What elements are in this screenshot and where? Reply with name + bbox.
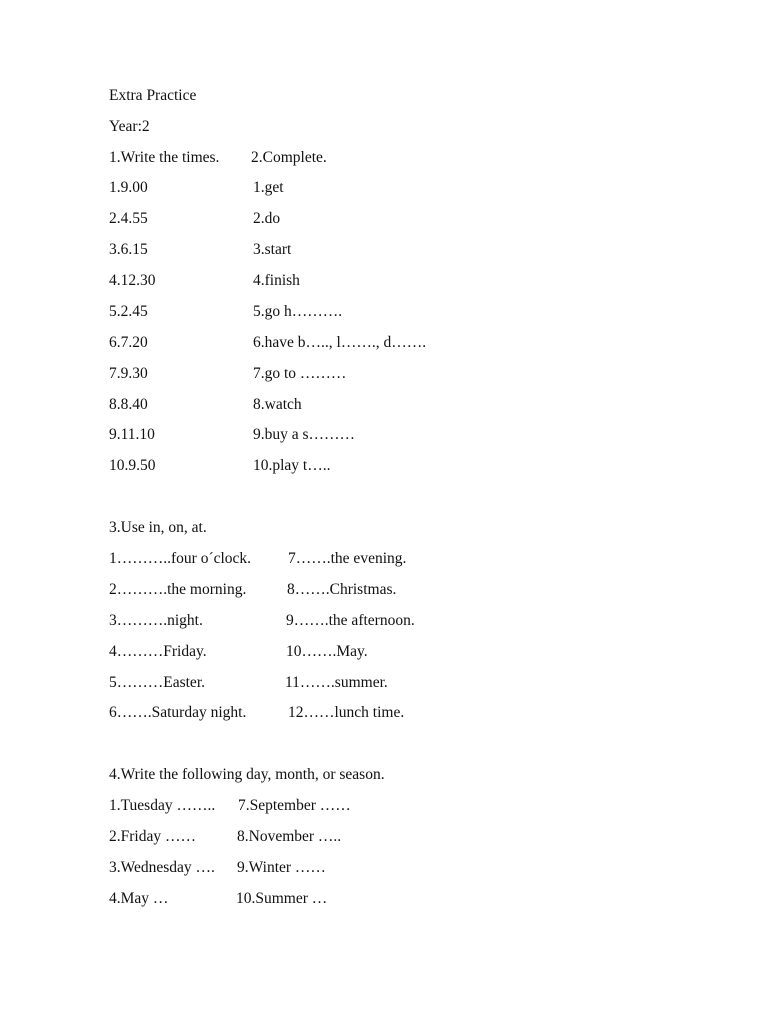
time-item: 9.11.10 [109,426,155,443]
day-month-item: 7.September …… [238,797,351,814]
year-label: Year:2 [109,118,150,135]
time-item: 7.9.30 [109,365,148,382]
section-4-heading: 4.Write the following day, month, or season. [109,766,385,783]
time-item: 6.7.20 [109,334,148,351]
time-item: 2.4.55 [109,210,148,227]
preposition-item: 9…….the afternoon. [286,612,415,629]
preposition-item: 1………..four o´clock. [109,550,252,567]
time-item: 8.8.40 [109,396,148,413]
preposition-item: 12……lunch time. [288,704,405,721]
day-month-item: 9.Winter …… [237,859,326,876]
complete-item: 2.do [253,210,281,227]
complete-item: 5.go h………. [253,303,343,320]
preposition-item: 6…….Saturday night. [109,704,247,721]
section-3-heading: 3.Use in, on, at. [109,519,207,536]
day-month-item: 8.November ….. [237,828,342,845]
worksheet-title: Extra Practice [109,87,197,104]
section-1-heading: 1.Write the times. [109,149,220,166]
preposition-item: 8…….Christmas. [287,581,397,598]
complete-item: 3.start [253,241,292,258]
section-2-heading: 2.Complete. [251,149,327,166]
preposition-item: 4………Friday. [109,643,207,660]
preposition-item: 2……….the morning. [109,581,247,598]
complete-item: 9.buy a s……… [253,426,356,443]
day-month-item: 4.May … [109,890,169,907]
day-month-item: 2.Friday …… [109,828,196,845]
complete-item: 10.play t….. [253,457,331,474]
time-item: 1.9.00 [109,179,148,196]
complete-item: 6.have b….., l……., d……. [253,334,427,351]
day-month-item: 10.Summer … [236,890,328,907]
preposition-item: 11…….summer. [285,674,388,691]
day-month-item: 3.Wednesday …. [109,859,215,876]
time-item: 3.6.15 [109,241,148,258]
day-month-item: 1.Tuesday …….. [109,797,216,814]
complete-item: 4.finish [253,272,300,289]
time-item: 4.12.30 [109,272,156,289]
preposition-item: 7…….the evening. [288,550,407,567]
preposition-item: 5………Easter. [109,674,205,691]
time-item: 10.9.50 [109,457,156,474]
preposition-item: 3……….night. [109,612,203,629]
complete-item: 1.get [253,179,284,196]
complete-item: 8.watch [253,396,302,413]
time-item: 5.2.45 [109,303,148,320]
complete-item: 7.go to ……… [253,365,347,382]
preposition-item: 10…….May. [286,643,368,660]
